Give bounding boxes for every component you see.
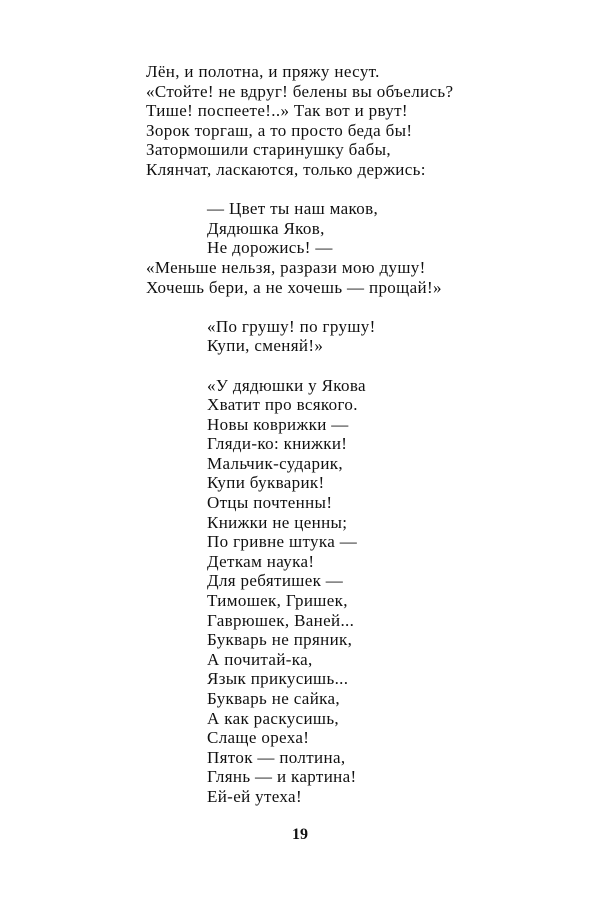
poem-line: Ей-ей утеха! [207, 786, 302, 806]
poem-line: «По грушу! по грушу! [207, 316, 376, 336]
poem-line: Отцы почтенны! [207, 493, 333, 513]
poem-line: Слаще ореха! [207, 728, 310, 748]
poem-line: Деткам наука! [207, 551, 315, 571]
poem-line: Тише! поспеете!..» Так вот и рвут! [146, 101, 408, 121]
poem-line: «Меньше нельзя, разрази мою душу! [146, 257, 426, 277]
poem-line: Хватит про всякого. [207, 395, 358, 415]
stanza-gap [146, 297, 566, 317]
stanza-3 [146, 317, 566, 356]
poem-line: Гляди-ко: книжки! [207, 434, 348, 454]
poem-line: «Стойте! не вдруг! белены вы объелись? [146, 81, 454, 101]
poem-line: Пяток — полтина, [207, 747, 346, 767]
poem-line: Язык прикусишь... [207, 669, 349, 689]
poem-line: Купи, сменяй!» [207, 336, 324, 356]
poem-line: Хочешь бери, а не хочешь — прощай!» [146, 277, 442, 297]
poem-line: Дядюшка Яков, [207, 218, 325, 238]
poem-line: Новы коврижки — [207, 414, 349, 434]
poem-line: — Цвет ты наш маков, [207, 199, 379, 219]
poem-line: Тимошек, Гришек, [207, 591, 348, 611]
poem-line: «У дядюшки у Якова [207, 375, 366, 395]
poem-line: Купи букварик! [207, 473, 325, 493]
poem-line: Затормошили старинушку бабы, [146, 140, 391, 160]
poem-line: А как раскусишь, [207, 708, 340, 728]
poem-line: Зорок торгаш, а то просто беда бы! [146, 120, 413, 140]
poem-line: Букварь не сайка, [207, 689, 340, 708]
stanza-4 [146, 376, 566, 807]
stanza-2-reply [146, 258, 566, 297]
poem-text [146, 62, 566, 807]
poem-line: А почитай-ка, [207, 649, 313, 669]
stanza-gap [146, 180, 566, 200]
poem-line: Гаврюшек, Ваней... [207, 610, 355, 630]
poem-line: Книжки не ценны; [207, 512, 348, 532]
poem-line: По гривне штука — [207, 532, 358, 552]
page-number: 19 [292, 826, 308, 843]
poem-line: Не дорожись! — [207, 238, 333, 258]
stanza-1 [146, 62, 566, 180]
stanza-gap [146, 356, 566, 376]
poem-line: Клянчат, ласкаются, только держись: [146, 159, 426, 179]
poem-line: Для ребятишек — [207, 571, 344, 591]
poem-line: Глянь — и картина! [207, 767, 357, 787]
poem-line: Мальчик-сударик, [207, 453, 343, 473]
stanza-2-indented [146, 199, 566, 258]
poem-line: Букварь не пряник, [207, 630, 353, 650]
poem-line: Лён, и полотна, и пряжу несут. [146, 62, 380, 81]
